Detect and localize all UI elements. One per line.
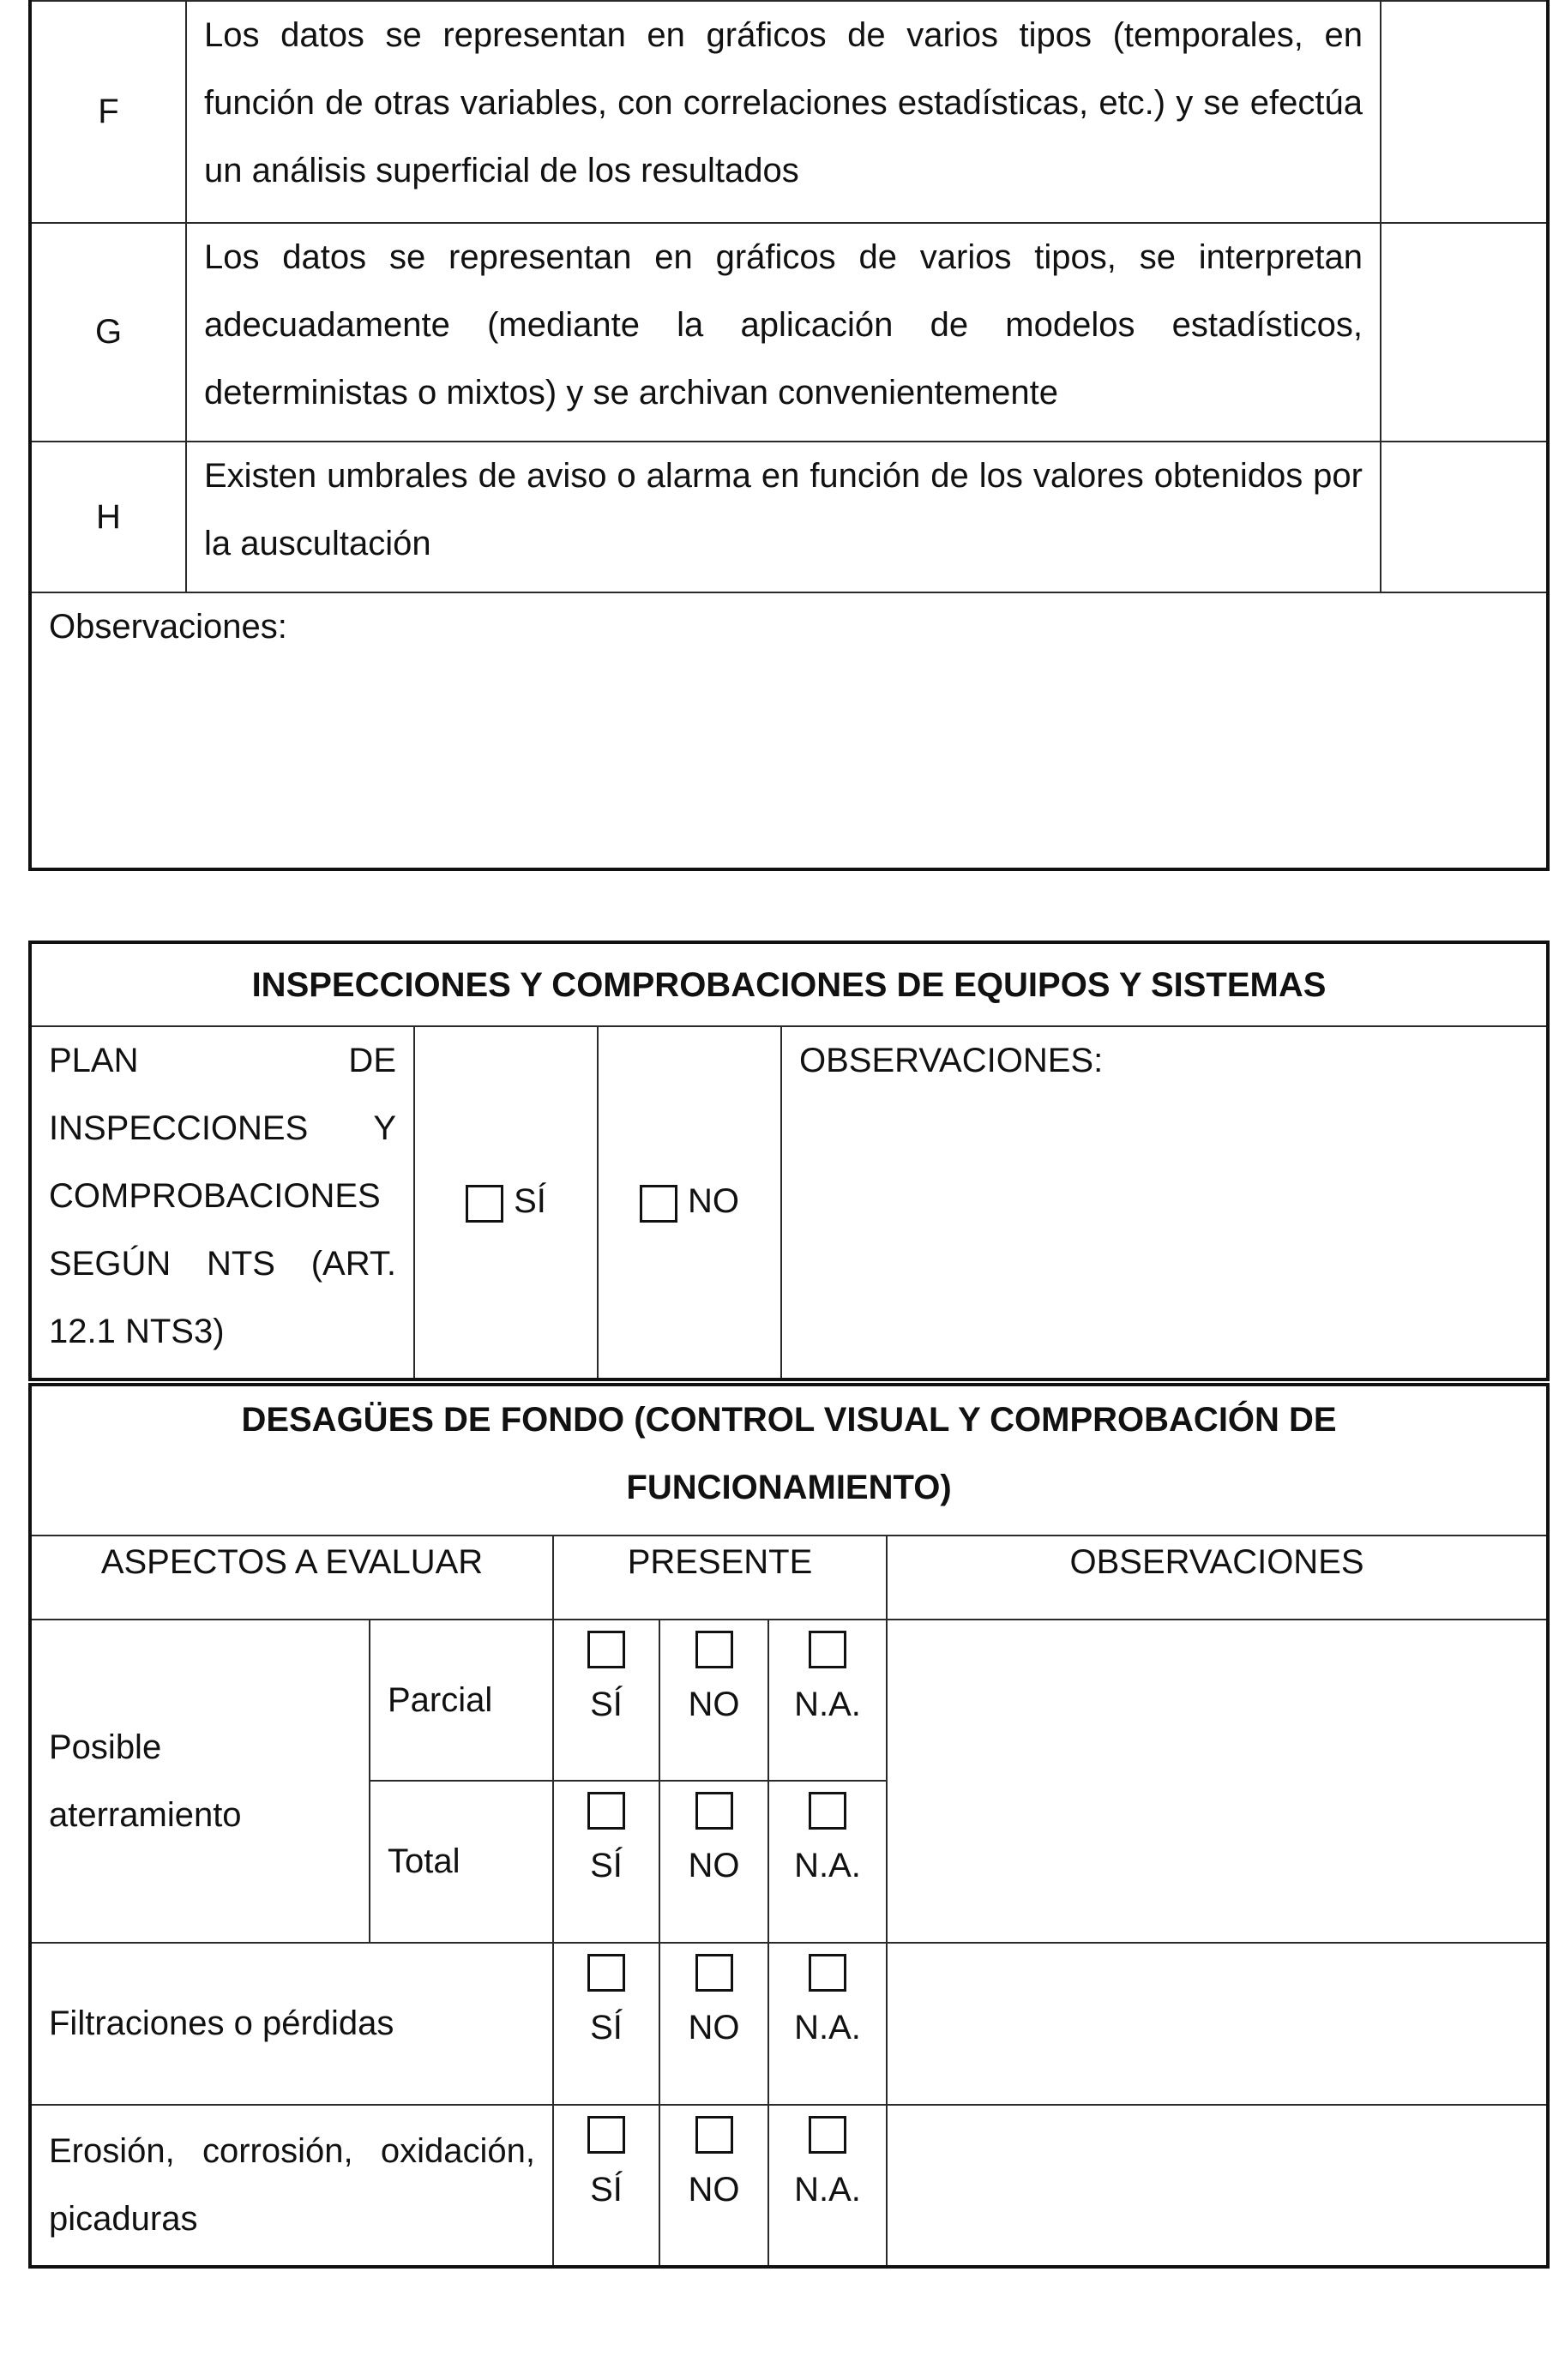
option-na[interactable] xyxy=(768,1781,887,1943)
option-label: SÍ xyxy=(590,1847,623,1884)
option-no[interactable] xyxy=(659,2105,768,2267)
option-na[interactable] xyxy=(768,2105,887,2267)
observaciones-label: OBSERVACIONES: xyxy=(799,1042,1104,1079)
plan-label: PLAN DE INSPECCIONES Y COMPROBACIONES SEGÚN NTS (ART. 12.1 NTS3) xyxy=(30,1026,414,1379)
table-row xyxy=(30,442,1548,592)
checkbox[interactable] xyxy=(695,1792,733,1830)
checkbox[interactable] xyxy=(587,2116,625,2154)
parcial-label: Parcial xyxy=(370,1620,553,1781)
option-label: SÍ xyxy=(590,2009,623,2046)
checkbox[interactable] xyxy=(466,1185,503,1223)
option-si[interactable] xyxy=(553,2105,659,2267)
observaciones-cell[interactable] xyxy=(887,1943,1548,2105)
observaciones-field[interactable] xyxy=(30,592,1548,869)
plan-si-option[interactable] xyxy=(414,1026,598,1379)
checkbox[interactable] xyxy=(809,1631,846,1668)
observaciones-cell[interactable] xyxy=(887,2105,1548,2267)
table-row xyxy=(30,1,1548,223)
checkbox[interactable] xyxy=(809,2116,846,2154)
inspecciones-title: INSPECCIONES Y COMPROBACIONES DE EQUIPOS Y SISTEMAS xyxy=(30,942,1548,1026)
option-label: NO xyxy=(688,2171,740,2209)
row-letter: G xyxy=(30,223,186,442)
checkbox[interactable] xyxy=(809,1954,846,1992)
no-label: NO xyxy=(688,1182,739,1221)
option-na[interactable] xyxy=(768,1943,887,2105)
row-letter: H xyxy=(30,442,186,592)
option-label: NO xyxy=(688,1847,740,1884)
checkbox[interactable] xyxy=(587,1631,625,1668)
row-check-cell[interactable] xyxy=(1381,223,1548,442)
si-label: SÍ xyxy=(514,1182,546,1221)
filtraciones-label: Filtraciones o pérdidas xyxy=(30,1943,553,2105)
header-presente: PRESENTE xyxy=(553,1536,887,1620)
option-label: N.A. xyxy=(794,2009,861,2046)
option-label: SÍ xyxy=(590,2171,623,2209)
option-label: NO xyxy=(688,2009,740,2046)
observaciones-row xyxy=(30,592,1548,869)
option-na[interactable] xyxy=(768,1620,887,1781)
table-row xyxy=(30,1943,1548,2105)
checkbox[interactable] xyxy=(695,2116,733,2154)
row-letter: F xyxy=(30,1,186,223)
option-si[interactable] xyxy=(553,1620,659,1781)
option-no[interactable] xyxy=(659,1781,768,1943)
table-row xyxy=(30,2105,1548,2267)
desagues-title: DESAGÜES DE FONDO (CONTROL VISUAL Y COMPROBACIÓN DE FUNCIONAMIENTO) xyxy=(30,1385,1548,1536)
option-label: N.A. xyxy=(794,2171,861,2209)
header-aspectos: ASPECTOS A EVALUAR xyxy=(30,1536,553,1620)
row-check-cell[interactable] xyxy=(1381,442,1548,592)
erosion-label: Erosión, corrosión, oxidación, picaduras xyxy=(30,2105,553,2267)
row-text: Existen umbrales de aviso o alarma en función de los valores obtenidos por la auscultación xyxy=(186,442,1381,592)
checkbox[interactable] xyxy=(587,1954,625,1992)
inspecciones-observaciones-field[interactable] xyxy=(781,1026,1548,1379)
plan-no-option[interactable] xyxy=(598,1026,781,1379)
option-no[interactable] xyxy=(659,1620,768,1781)
desagues-table xyxy=(28,1383,1550,2269)
total-label: Total xyxy=(370,1781,553,1943)
option-label: NO xyxy=(688,1686,740,1723)
row-check-cell[interactable] xyxy=(1381,1,1548,223)
option-label: SÍ xyxy=(590,1686,623,1723)
option-si[interactable] xyxy=(553,1943,659,2105)
row-text: Los datos se representan en gráficos de varios tipos (temporales, en función de otras variables, con correlaciones estadísticas, etc.) y se efectúa un análisis superficial de los resultados xyxy=(186,1,1381,223)
observaciones-cell[interactable] xyxy=(887,1620,1548,1943)
checkbox[interactable] xyxy=(587,1792,625,1830)
observaciones-label: Observaciones: xyxy=(49,608,287,646)
table-row xyxy=(30,1620,1548,1781)
row-text: Los datos se representan en gráficos de varios tipos, se interpretan adecuadamente (mediante la aplicación de modelos estadísticos, deterministas o mixtos) y se archivan convenientemente xyxy=(186,223,1381,442)
checkbox[interactable] xyxy=(809,1792,846,1830)
option-si[interactable] xyxy=(553,1781,659,1943)
checkbox[interactable] xyxy=(695,1954,733,1992)
checkbox[interactable] xyxy=(695,1631,733,1668)
option-no[interactable] xyxy=(659,1943,768,2105)
option-label: N.A. xyxy=(794,1686,861,1723)
criteria-table xyxy=(28,0,1550,871)
table-row xyxy=(30,223,1548,442)
aterramiento-label: Posible aterramiento xyxy=(30,1620,370,1943)
option-label: N.A. xyxy=(794,1847,861,1884)
checkbox[interactable] xyxy=(640,1185,677,1223)
header-observaciones: OBSERVACIONES xyxy=(887,1536,1548,1620)
inspecciones-table xyxy=(28,941,1550,1381)
